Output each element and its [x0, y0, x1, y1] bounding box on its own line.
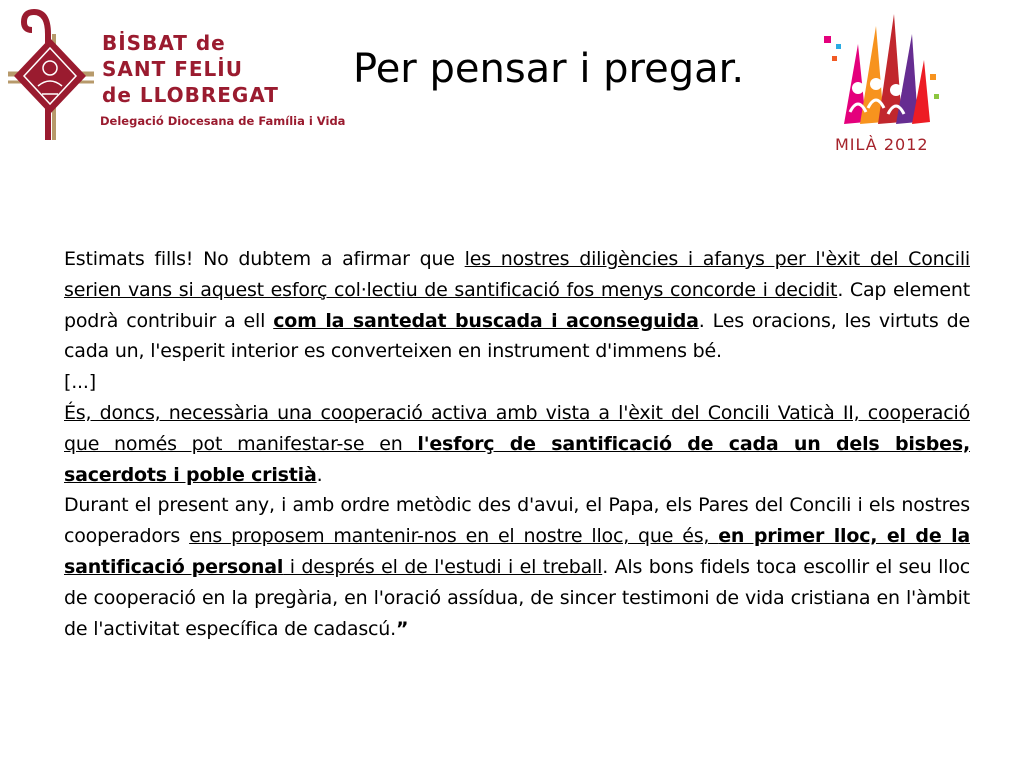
text-run: com la santedat buscada i aconseguida [273, 309, 699, 332]
text-run: . Als bons fidels toca escollir el seu lloc de cooperació en la pregària, en l'oració assídua, de sincer testimoni de vida cristiana en l'àmbit de l'activitat específica de cadascú. [64, 555, 970, 640]
text-run: . Cap element podrà contribuir a ell [64, 278, 970, 332]
page-title: Per pensar i pregar. [353, 46, 745, 92]
text-run: les nostres diligències i afanys per l'èxit del Concili serien vans si aquest esforç col·lectiu de santificació fos menys concorde i decidit [64, 248, 970, 301]
quote-body [64, 244, 970, 644]
text-run: És, doncs, necessària una cooperació activa amb vista a l'èxit del Concili Vaticà II, cooperació que només pot manifestar-se en [64, 401, 970, 455]
quote-paragraph [64, 244, 970, 367]
text-run: Durant el present any, i amb ordre metòdic des d'avui, el Papa, els Pares del Concili i els nostres cooperadors [64, 494, 970, 548]
text-run: Estimats fills! No dubtem a afirmar que [64, 248, 465, 270]
text-run: . [316, 463, 323, 486]
text-run: . Les oracions, les virtuts de cada un, l'esperit interior es converteixen en instrument d'immens bé. [64, 309, 970, 363]
text-run: en primer lloc, el de la santificació personal [64, 525, 970, 578]
event-logo-text: MILÀ 2012 [835, 135, 929, 154]
organization-subtitle: Delegació Diocesana de Família i Vida [100, 114, 346, 128]
text-run: [...] [64, 371, 96, 394]
text-run: i després el de l'estudi i el treball [283, 555, 603, 578]
text-run: ens proposem mantenir-nos en el nostre lloc, que és, [189, 525, 719, 548]
organization-name: BİSBAT de SANT FELİU de LLOBREGAT [102, 31, 279, 107]
text-run: l'esforç de santificació de cada un dels bisbes, sacerdots i poble cristià [64, 432, 970, 486]
quote-paragraph [64, 398, 970, 490]
text-run: ” [395, 617, 409, 640]
mila-2012-logo-icon [818, 4, 946, 156]
quote-paragraph [64, 490, 970, 644]
bisbat-logo [0, 0, 345, 145]
quote-paragraph [64, 367, 970, 398]
diocese-crest-icon [4, 4, 96, 142]
